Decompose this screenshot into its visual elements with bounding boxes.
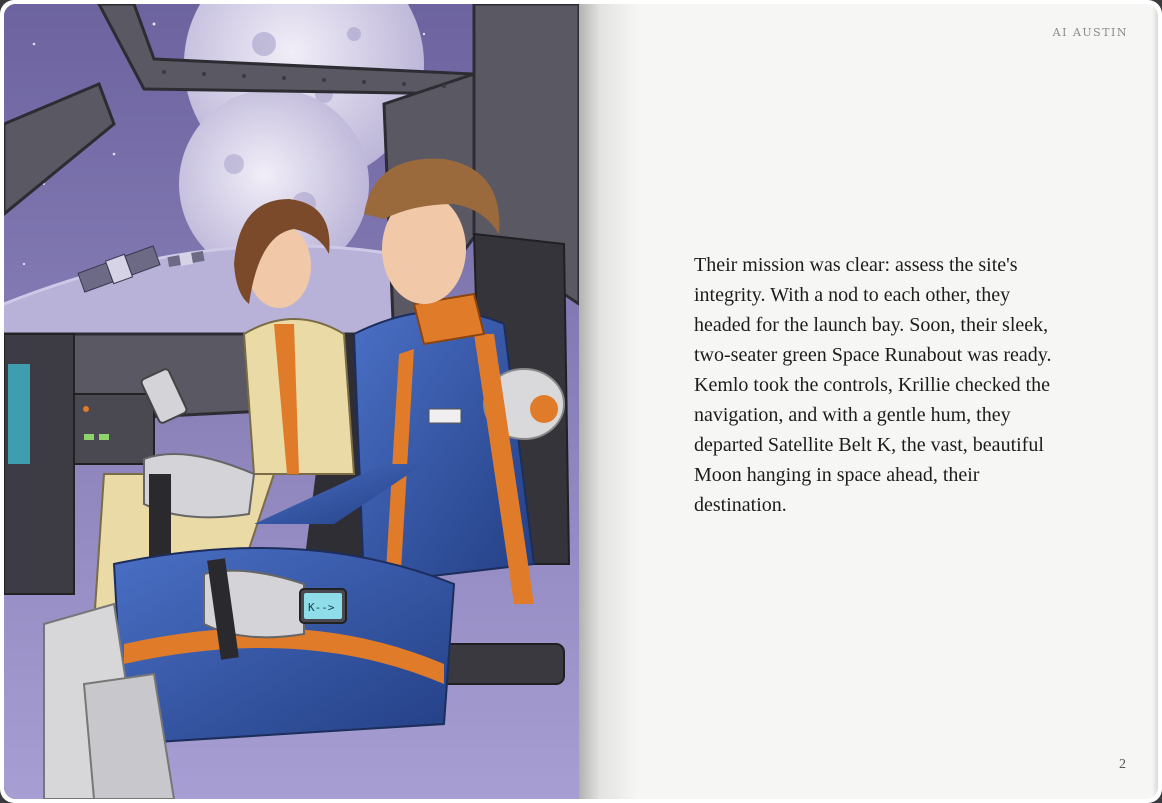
page-gutter-shadow bbox=[579, 4, 639, 799]
page-number: 2 bbox=[1119, 757, 1126, 772]
running-head: AI AUSTIN bbox=[1052, 26, 1128, 39]
page-edge bbox=[1152, 4, 1158, 799]
story-paragraph: Their mission was clear: assess the site's integrity. With a nod to each other, they headed for the launch bay. Soon, their sleek, two-seater green Space Runabout was ready. Kemlo took the controls, Krillie checked the navigation, and with a gentle hum, they departed Satellite Belt K, the vast, beautiful Moon hanging in space ahead, their destination. bbox=[694, 254, 1052, 516]
text-page bbox=[579, 4, 1158, 799]
cockpit-illustration bbox=[4, 4, 579, 799]
wrist-display-text: K--> bbox=[308, 601, 335, 614]
illustration-page bbox=[4, 4, 579, 799]
